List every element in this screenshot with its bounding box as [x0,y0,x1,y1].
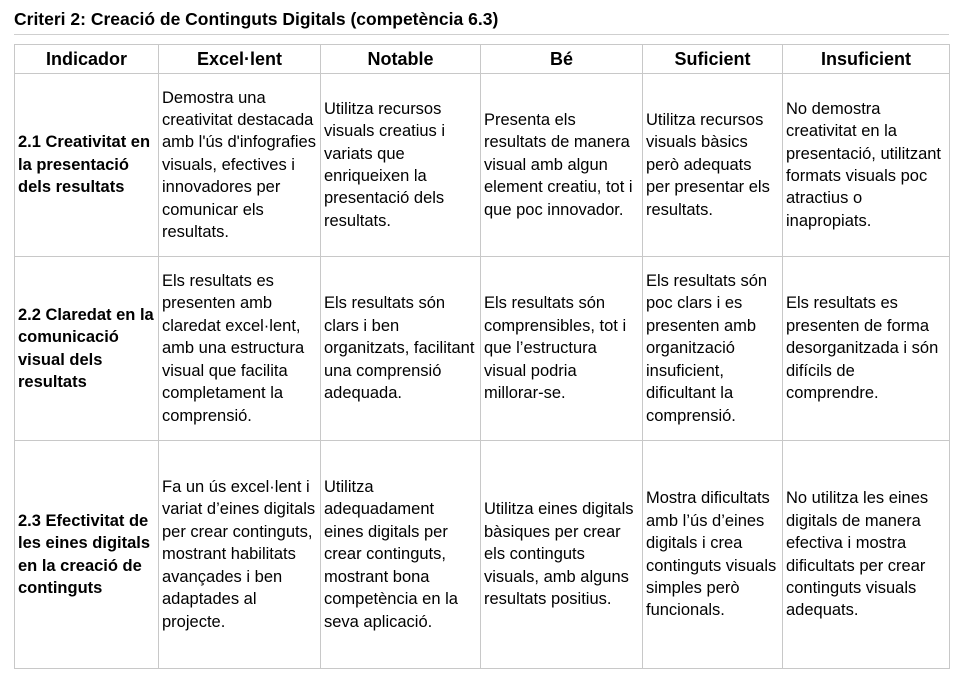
rubric-cell: Fa un ús excel·lent i variat d’eines digitals per crear continguts, mostrant habilitats avançades i ben adaptades al projecte. [159,441,321,669]
rubric-cell: Els resultats són poc clars i es presenten amb organització insuficient, dificultant la comprensió. [643,257,783,441]
rubric-cell: Els resultats es presenten de forma desorganitzada i són difícils de comprendre. [783,257,950,441]
rubric-cell: Utilitza eines digitals bàsiques per crear els continguts visuals, amb alguns resultats positius. [481,441,643,669]
indicator-cell: 2.1 Creativitat en la presentació dels resultats [15,74,159,257]
rubric-cell: Els resultats es presenten amb claredat excel·lent, amb una estructura visual que facilita completament la comprensió. [159,257,321,441]
table-row [15,441,950,669]
indicator-cell: 2.2 Claredat en la comunicació visual dels resultats [15,257,159,441]
rubric-cell: No utilitza les eines digitals de manera efectiva i mostra dificultats per crear continguts visuals adequats. [783,441,950,669]
header-indicador: Indicador [15,45,159,74]
indicator-cell: 2.3 Efectivitat de les eines digitals en la creació de continguts [15,441,159,669]
page-title: Criteri 2: Creació de Continguts Digitals (competència 6.3) [14,8,949,35]
header-insuficient: Insuficient [783,45,950,74]
table-row [15,257,950,441]
table-row [15,74,950,257]
rubric-cell: Demostra una creativitat destacada amb l'ús d'infografies visuals, efectives i innovadores per comunicar els resultats. [159,74,321,257]
header-row [15,45,950,74]
header-excellent: Excel·lent [159,45,321,74]
rubric-cell: No demostra creativitat en la presentació, utilitzant formats visuals poc atractius o inapropiats. [783,74,950,257]
header-be: Bé [481,45,643,74]
rubric-cell: Mostra dificultats amb l’ús d’eines digitals i crea continguts visuals simples però funcionals. [643,441,783,669]
header-suficient: Suficient [643,45,783,74]
rubric-cell: Utilitza recursos visuals bàsics però adequats per presentar els resultats. [643,74,783,257]
header-notable: Notable [321,45,481,74]
rubric-cell: Presenta els resultats de manera visual amb algun element creatiu, tot i que poc innovador. [481,74,643,257]
rubric-cell: Els resultats són clars i ben organitzats, facilitant una comprensió adequada. [321,257,481,441]
rubric-cell: Utilitza adequadament eines digitals per crear continguts, mostrant bona competència en la seva aplicació. [321,441,481,669]
rubric-table [14,44,950,669]
rubric-cell: Utilitza recursos visuals creatius i variats que enriqueixen la presentació dels resultats. [321,74,481,257]
rubric-cell: Els resultats són comprensibles, tot i que l’estructura visual podria millorar-se. [481,257,643,441]
